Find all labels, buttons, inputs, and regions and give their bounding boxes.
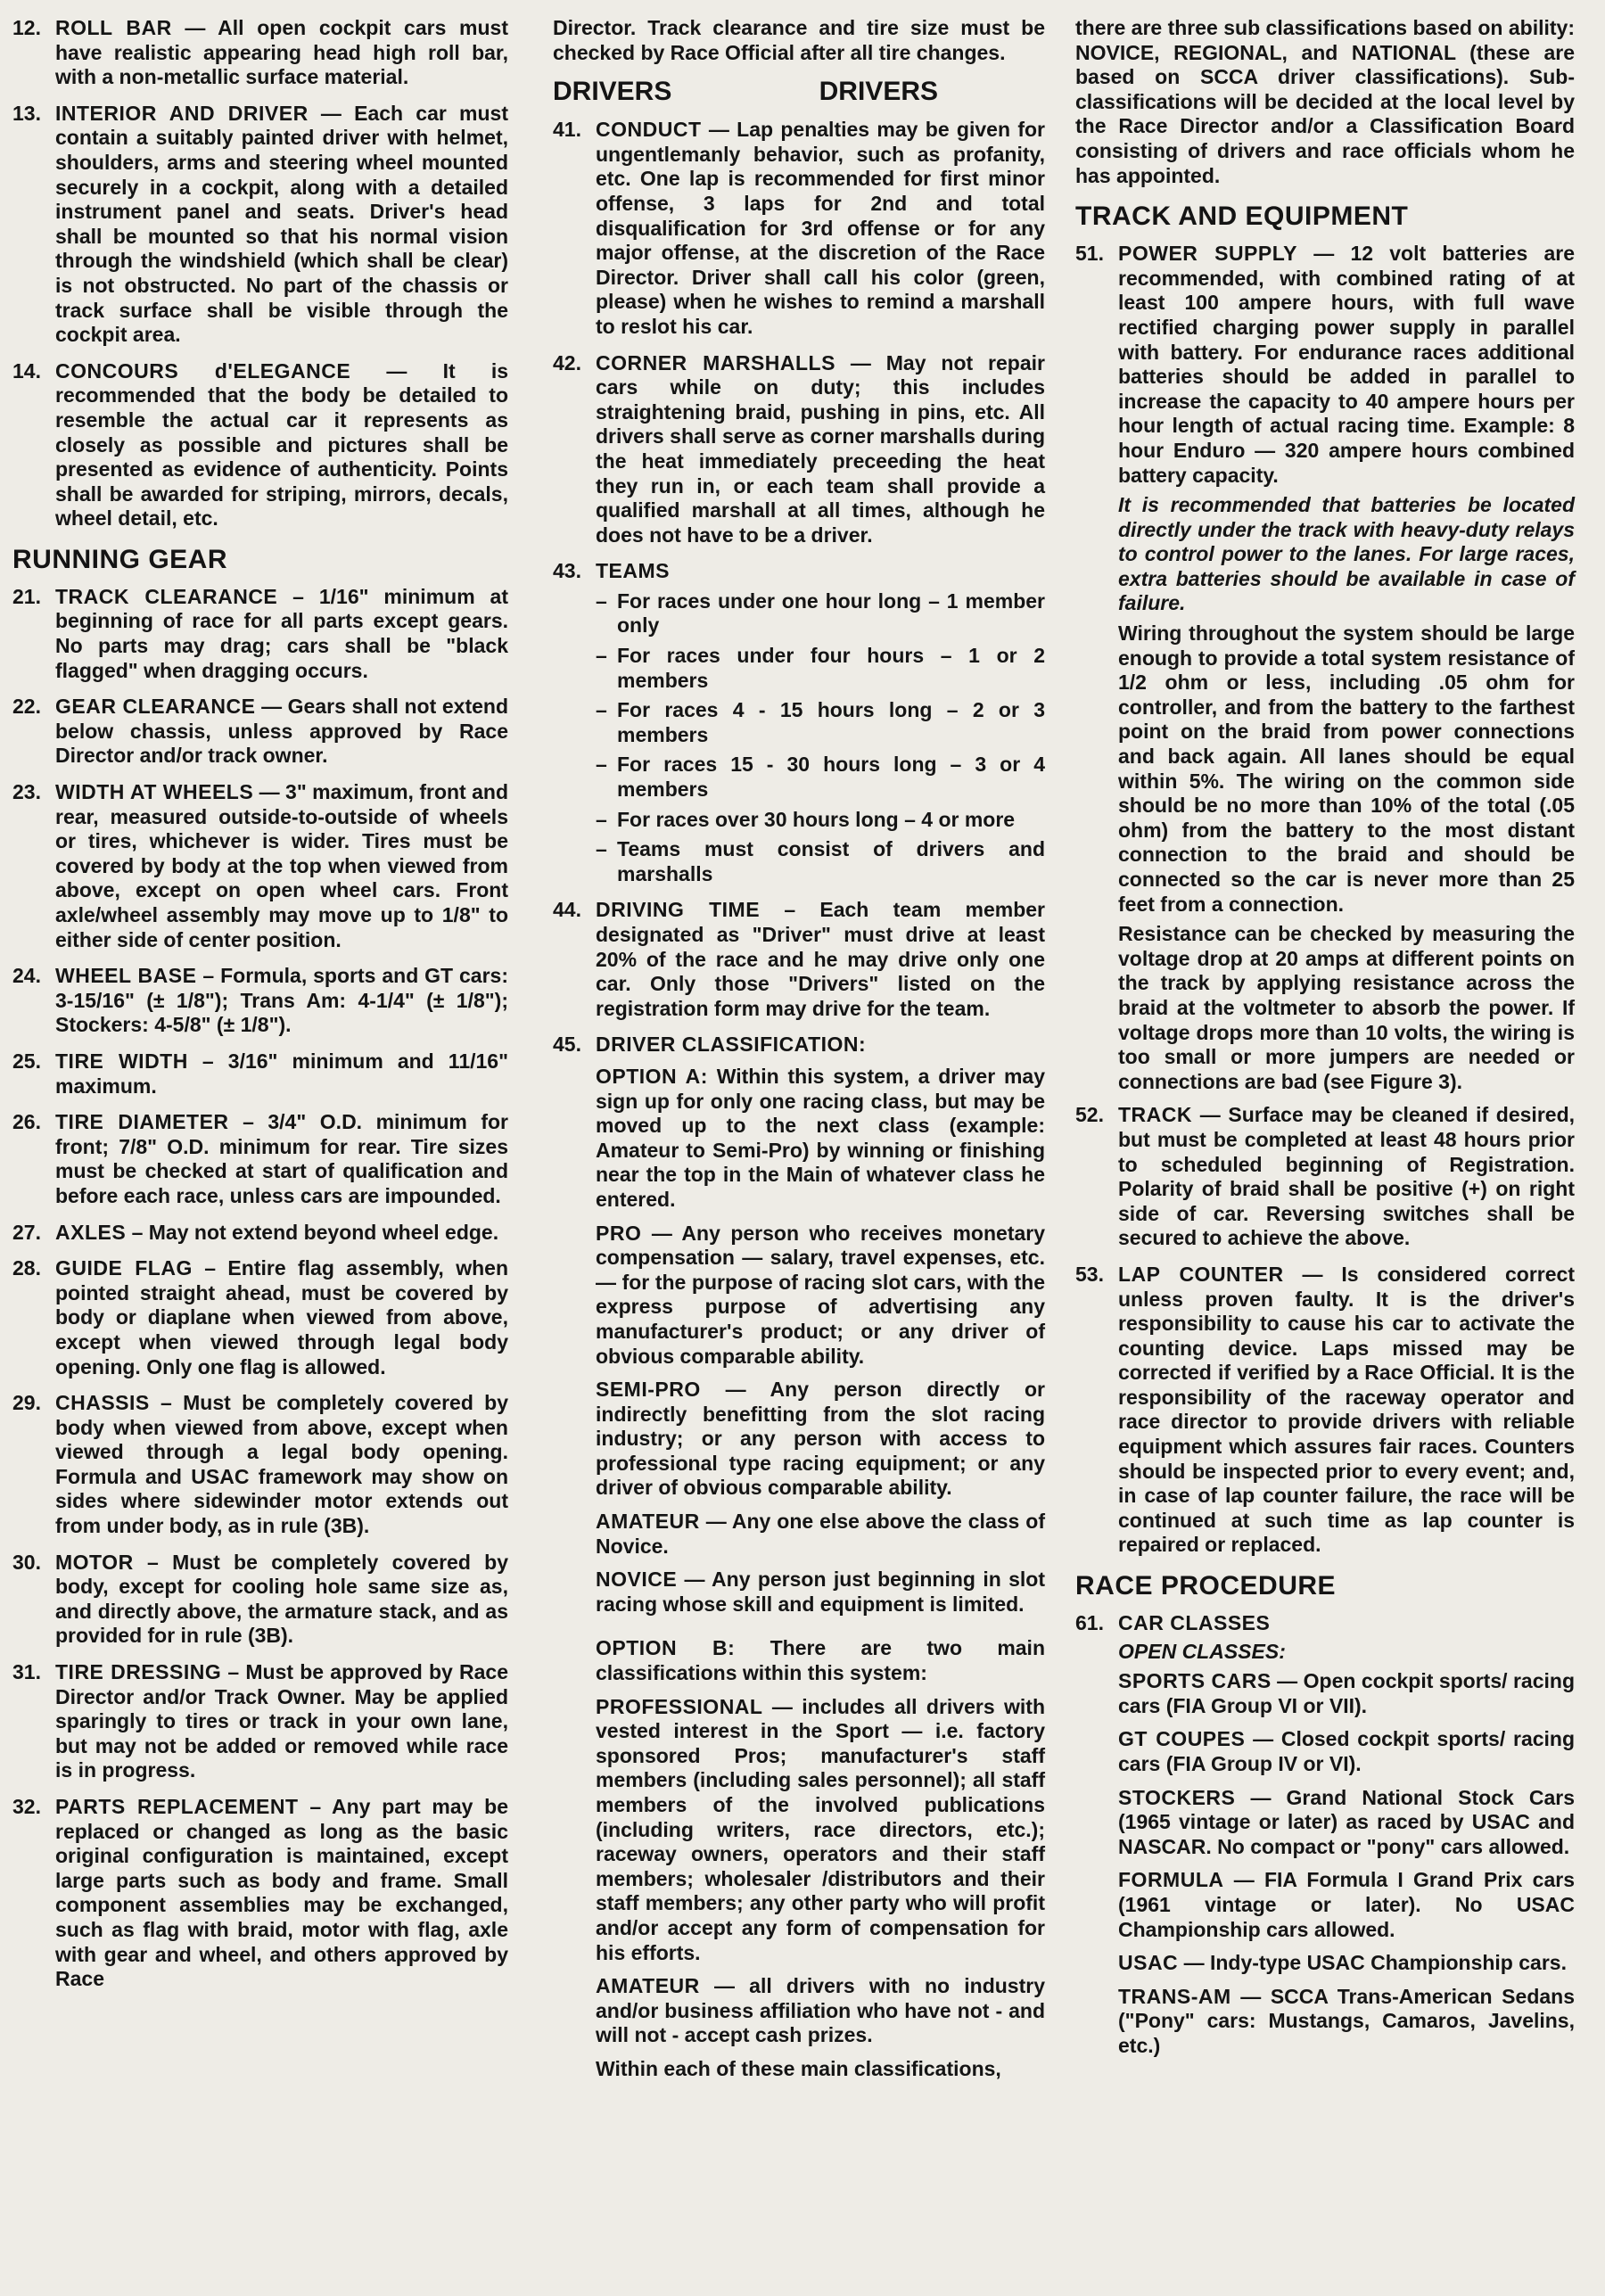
rule-52 [1075,1103,1575,1251]
rule-title: PARTS REPLACEMENT [55,1795,299,1818]
class-title: AMATEUR [596,1510,700,1534]
rule-number: 28. [12,1256,41,1280]
rule-title: TEAMS [596,559,670,583]
rule-text: — All open cockpit cars must have realistic appearing head high roll bar, with a non-metallic surface material. [55,16,508,89]
rule-12 [12,16,508,90]
rule-text: — 12 volt batteries are recommended, with combined rating of at least 100 ampere hours, with full wave rectified charging power supply in parallel with battery. For endurance races additional batteries should be added in parallel to increase the capacity to 40 ampere hours per hour length of actual racing time. Example: 8 hour Enduro — 320 ampere hours combined battery capacity. [1118,242,1575,487]
list-item [596,808,1045,833]
rule-title: LAP COUNTER [1118,1262,1284,1286]
rule-text: — Surface may be cleaned if desired, but must be completed at least 48 hours prior to scheduled beginning of Registration. Polarity of braid shall be positive (+) on right side of car. Reversing switches shall be secured to achieve the above. [1118,1103,1576,1250]
rule-title: TIRE DIAMETER [55,1110,229,1134]
rule-number: 31. [12,1660,41,1684]
rule-number: 27. [12,1220,41,1244]
option-a [596,1065,1045,1213]
rule-text: — It is recommended that the body be detailed to resemble the actual car it represents as closely as possible and pictures shall be presented as evidence of authenticity. Points shall be awarded for striping, mirrors, decals, wheel detail, etc. [55,358,509,531]
rule-number: 30. [12,1550,41,1574]
rule-title: WIDTH AT WHEELS [55,780,254,804]
class-title: SPORTS CARS [1118,1669,1272,1693]
continued-text: Director. Track clearance and tire size must be checked by Race Official after all tire changes. [553,16,1045,64]
class-title: AMATEUR [596,1974,700,1998]
rule-text: – Must be completely covered by body, except for cooling hole same size as, and directly above, the armature stack, and as provided for in rule (3B). [55,1550,509,1648]
rule-text: – Formula, sports and GT cars: 3-15/16" (± 1/8"); Trans Am: 4-1/4" (± 1/8"); Stockers: 4-5/8" (± 1/8"). [55,964,509,1037]
rule-title: AXLES [55,1220,127,1244]
class-text: — Any one else above the class of Novice. [596,1510,1045,1558]
class-title: NOVICE [596,1568,678,1592]
rule-title: TRACK CLEARANCE [55,584,278,608]
rule-number: 26. [12,1110,41,1134]
rule-number: 52. [1075,1103,1104,1127]
rule-text: — 3" maximum, front and rear, measured outside-to-outside of wheels or tires, whichever is wider. Tires must be covered by body at the top when viewed from above, except on open wheel cars. Front axle/wheel assembly may move up to 1/8" to either side of center position. [55,780,509,951]
wiring-note: Wiring throughout the system should be large enough to provide a total system resistance of 1/2 ohm or less, including .05 ohm for controller, and from the battery to the farthest point on the braid from power connections and back again. All lanes should be equal within 5%. The wiring on the common side should be no more than 10% of the total (.05 ohm) from the battery to the most distant connection to the braid and should be connected so the car is never more than 25 feet from a connection. [1118,621,1575,916]
dash-mark: – [596,588,607,613]
team-rule: Teams must consist of drivers and marshalls [617,837,1045,885]
rule-13 [12,102,508,348]
rule-41 [553,118,1045,339]
rule-44 [553,898,1045,1021]
rule-text: – 1/16" minimum at beginning of race for all parts except gears. No parts may drag; cars shall be "black flagged" when dragging occurs. [55,584,508,682]
list-item [596,753,1045,802]
team-rule: For races over 30 hours long – 4 or more [617,807,1016,831]
class-title: PROFESSIONAL [596,1694,763,1718]
rule-title: INTERIOR AND DRIVER [55,101,309,125]
rule-number: 53. [1075,1262,1104,1286]
team-rule: For races 4 - 15 hours long – 2 or 3 members [617,698,1045,746]
dash-mark: – [596,753,607,777]
class-title: SEMI-PRO [596,1378,701,1402]
rule-title: DRIVING TIME [596,898,761,922]
class-trans-am [1118,1985,1575,2059]
rule-title: CHASSIS [55,1391,150,1415]
rule-number: 51. [1075,242,1104,266]
rule-30 [12,1551,508,1649]
rule-number: 45. [553,1033,581,1057]
section-heading-race-procedure: RACE PROCEDURE [1075,1571,1337,1601]
option-text: There are two main classifications within this system: [596,1636,1045,1685]
list-item [596,837,1045,886]
rule-title: CONCOURS d'ELEGANCE [55,358,351,383]
dash-mark: – [596,807,607,831]
rule-text: — Gears shall not extend below chassis, unless approved by Race Director and/or track owner. [55,695,508,768]
rule-title: CONDUCT [596,118,702,142]
rule-title: CAR CLASSES [1118,1611,1271,1635]
class-title: USAC [1118,1951,1179,1975]
class-text: — all drivers with no industry and/or business affiliation who have not - and will not - accept cash prizes. [596,1974,1045,2047]
battery-note: It is recommended that batteries be located directly under the track with heavy-duty relays to control power to the lanes. For large races, extra batteries should be available in case of failure. [1118,493,1575,615]
rule-23 [12,780,508,952]
list-item [596,698,1045,747]
rule-title: DRIVER CLASSIFICATION: [596,1033,867,1057]
rule-title: TIRE DRESSING [55,1660,222,1684]
rule-31 [12,1660,508,1783]
class-gt-coupes [1118,1727,1575,1776]
rule-number: 44. [553,898,581,922]
rule-51 [1075,242,1575,488]
class-sports-cars [1118,1669,1575,1718]
rule-number: 43. [553,559,581,583]
rule-number: 22. [12,695,41,719]
rule-27 [12,1221,508,1246]
rule-29 [12,1391,508,1539]
rule-title: WHEEL BASE [55,964,197,988]
rule-number: 41. [553,118,581,142]
class-formula [1118,1868,1575,1942]
class-text: — Grand National Stock Cars (1965 vintage or later) as raced by USAC and NASCAR. No compact or "pony" cars allowed. [1118,1785,1575,1858]
class-text: — SCCA Trans-American Sedans ("Pony" cars: Mustangs, Camaros, Javelins, etc.) [1118,1984,1575,2057]
rule-number: 13. [12,101,41,125]
option-text: Within this system, a driver may sign up for only one racing class, but may be moved up to the next class (example: Amateur to Semi-Pro) by winning or finishing near the top in the Main of whatever class he entered. [596,1064,1045,1211]
rule-title: CORNER MARSHALLS [596,350,835,374]
class-text: — Closed cockpit sports/ racing cars (FIA Group IV or VI). [1118,1727,1576,1775]
class-novice [596,1568,1045,1617]
team-rule: For races 15 - 30 hours long – 3 or 4 members [617,753,1045,802]
rule-text: – Must be completely covered by body when viewed from above, except when viewed through a legal body opening. Formula and USAC framework may show on sides where sidewinder motor extends out from under body, as in rule (3B). [55,1391,509,1538]
rule-22 [12,695,508,769]
rule-text: – May not extend beyond wheel edge. [131,1220,499,1244]
rule-title: GUIDE FLAG [55,1256,193,1280]
rule-42 [553,351,1045,548]
list-item [596,644,1045,693]
rule-text: – Must be approved by Race Director and/or Track Owner. May be applied sparingly to tires or track in your own lane, but may not be added or removed while race is in progress. [55,1660,509,1782]
rule-43 [553,559,1045,584]
drivers-heading-left: DRIVERS [553,77,672,107]
rule-number: 14. [12,358,41,383]
rule-number: 21. [12,584,41,608]
option-title: OPTION A: [596,1064,708,1088]
rule-26 [12,1110,508,1208]
rule-text: — Lap penalties may be given for ungentlemanly behavior, such as profanity, etc. One lap is recommended for first minor offense, 3 laps for 2nd and total disqualification for 3rd offense or for any major offense, at the discretion of the Race Director. Driver shall call his color (green, please) when he wishes to remind a marshall to reslot his car. [596,118,1045,338]
dash-mark: – [596,644,607,668]
class-title: TRANS-AM [1118,1984,1231,2008]
within-text: Within each of these main classifications, [596,2056,1001,2080]
class-stockers [1118,1786,1575,1860]
rule-number: 25. [12,1049,41,1073]
rule-45 [553,1033,1045,1057]
option-b [596,1636,1045,1685]
rule-text: — Each car must contain a suitably painted driver with helmet, shoulders, arms and steering wheel mounted securely in a cockpit, along with a detailed instrument panel and seats. Driver's head shall be mounted so that his normal vision through the windshield (which shall be clear) is not obstructed. No part of the chassis or track surface shall be visible through the cockpit area. [55,101,508,347]
open-classes-label: OPEN CLASSES: [1118,1639,1286,1663]
rule-53 [1075,1263,1575,1558]
rule-number: 24. [12,964,41,988]
rule-number: 42. [553,350,581,374]
column-1 [12,16,508,2004]
class-title: STOCKERS [1118,1785,1236,1809]
rule-number: 23. [12,780,41,804]
rule-61 [1075,1611,1575,1636]
class-title: PRO [596,1221,642,1245]
rule-51-details [1118,493,1575,1094]
class-title: FORMULA [1118,1868,1224,1892]
rule-text: – 3/4" O.D. minimum for front; 7/8" O.D. minimum for rear. Tire sizes must be checked at start of qualification and before each race, unless cars are impounded. [55,1110,509,1207]
section-heading-running-gear: RUNNING GEAR [12,544,228,574]
rule-number: 32. [12,1795,41,1818]
rule-text: — Is considered correct unless proven faulty. It is the driver's responsibility to cause his car to activate the counting device. Laps missed may be corrected if verified by a Race Official. It is the responsibility of the raceway operator and race director to provide drivers with reliable equipment which assures fair races. Counters should be inspected prior to every event; and, in case of lap counter failure, the race will be continued at such time as lap counter is repaired or replaced. [1118,1262,1576,1557]
class-usac [1118,1951,1575,1976]
class-text: — Any person just beginning in slot racing whose skill and equipment is limited. [596,1568,1045,1616]
rule-21 [12,585,508,683]
class-text: — Indy-type USAC Championship cars. [1183,1951,1567,1975]
team-rule: For races under one hour long – 1 member only [617,588,1045,638]
resistance-note: Resistance can be checked by measuring the voltage drop at 20 amps at different points on the track by applying resistance across the braid at the voltmeter to absorb the power. If voltage drops more than 10 volts, the wiring is too small or more jumpers are needed or connections are bad (see Figure 3). [1118,922,1575,1093]
team-rule: For races under four hours – 1 or 2 members [617,644,1045,692]
section-heading-track-equipment: TRACK AND EQUIPMENT [1075,202,1409,232]
rule-title: ROLL BAR [55,16,172,39]
rule-title: POWER SUPPLY [1118,242,1298,266]
rule-number: 12. [12,16,41,39]
rule-text: – Entire flag assembly, when pointed straight ahead, must be covered by body or diaplane when viewed from above, except when viewed through legal body opening. Only one flag is allowed. [55,1256,508,1378]
rule-text: — May not repair cars while on duty; this includes straightening braid, pushing in pins, etc. All drivers shall serve as corner marshalls during the heat immediately preceeding the heat they run in, or each team shall provide a qualified marshall at all times, although he does not have to be a driver. [596,350,1045,547]
class-text: — Open cockpit sports/ racing cars (FIA Group VI or VII). [1118,1669,1575,1717]
class-semi-pro [596,1378,1045,1501]
class-text: — FIA Formula I Grand Prix cars (1961 vintage or later). No USAC Championship cars allowed. [1118,1868,1576,1941]
rule-title: MOTOR [55,1550,134,1574]
rule-number: 61. [1075,1611,1104,1635]
drivers-heading-right: DRIVERS [819,77,938,107]
rule-title: TIRE WIDTH [55,1049,188,1073]
list-item [596,589,1045,638]
rule-text: – Any part may be replaced or changed as long as the basic original configuration is maintained, except large parts such as body and frame. Small component assemblies may be exchanged, such as flag with braid, motor with flag, axle with gear and wheel, and others approved by Race [55,1795,509,1991]
dash-mark: – [596,837,607,861]
continued-text: there are three sub classifications based on ability: NOVICE, REGIONAL, and NATIONAL (these are based on SCCA driver classifications). Sub-classifications will be decided at the local level by the Race Director and/or a Classification Board consisting of drivers and race officials whom he has appointed. [1075,16,1575,187]
rule-28 [12,1256,508,1379]
class-amateur [596,1510,1045,1559]
class-text: — includes all drivers with vested interest in the Sport — i.e. factory sponsored Pros; manufacturer's staff members (including sales personnel); all staff members of the involved publications (including writers, race directors, etc.); raceway owners, operators and their staff members; wholesaler /distributors and their staff members; any other party who will profit and/or accept any form of compensation for his efforts. [596,1694,1045,1964]
dash-mark: – [596,698,607,722]
rule-32 [12,1795,508,1992]
rule-number: 29. [12,1391,41,1415]
classification-options [596,1065,1045,2082]
column-3 [1075,16,1575,2068]
rule-title: TRACK [1118,1103,1192,1127]
rule-title: GEAR CLEARANCE [55,695,256,719]
rule-14 [12,359,508,531]
class-amateur-b [596,1974,1045,2048]
rule-25 [12,1049,508,1099]
rule-24 [12,964,508,1038]
rule-text: – Each team member designated as "Driver" must drive at least 20% of the race and he may drive only one car. Only those "Drivers" listed on the registration form may drive for the team. [596,898,1046,1020]
class-text: — Any person directly or indirectly benefitting from the slot racing industry; or any person with access to professional type racing equipment; or any driver of obvious comparable ability. [596,1378,1046,1500]
car-classes [1118,1640,1575,2059]
class-professional [596,1695,1045,1966]
section-heading-drivers [553,77,938,107]
class-title: GT COUPES [1118,1727,1246,1751]
class-pro [596,1222,1045,1370]
column-2 [553,16,1045,2091]
class-text: — Any person who receives monetary compensation — salary, travel expenses, etc. — for the purpose of racing slot cars, with the express purpose of advertising any manufacturer's product; or any driver of obvious comparable ability. [596,1221,1046,1368]
rule-text: – 3/16" minimum and 11/16" maximum. [55,1049,508,1098]
option-title: OPTION B: [596,1636,736,1660]
